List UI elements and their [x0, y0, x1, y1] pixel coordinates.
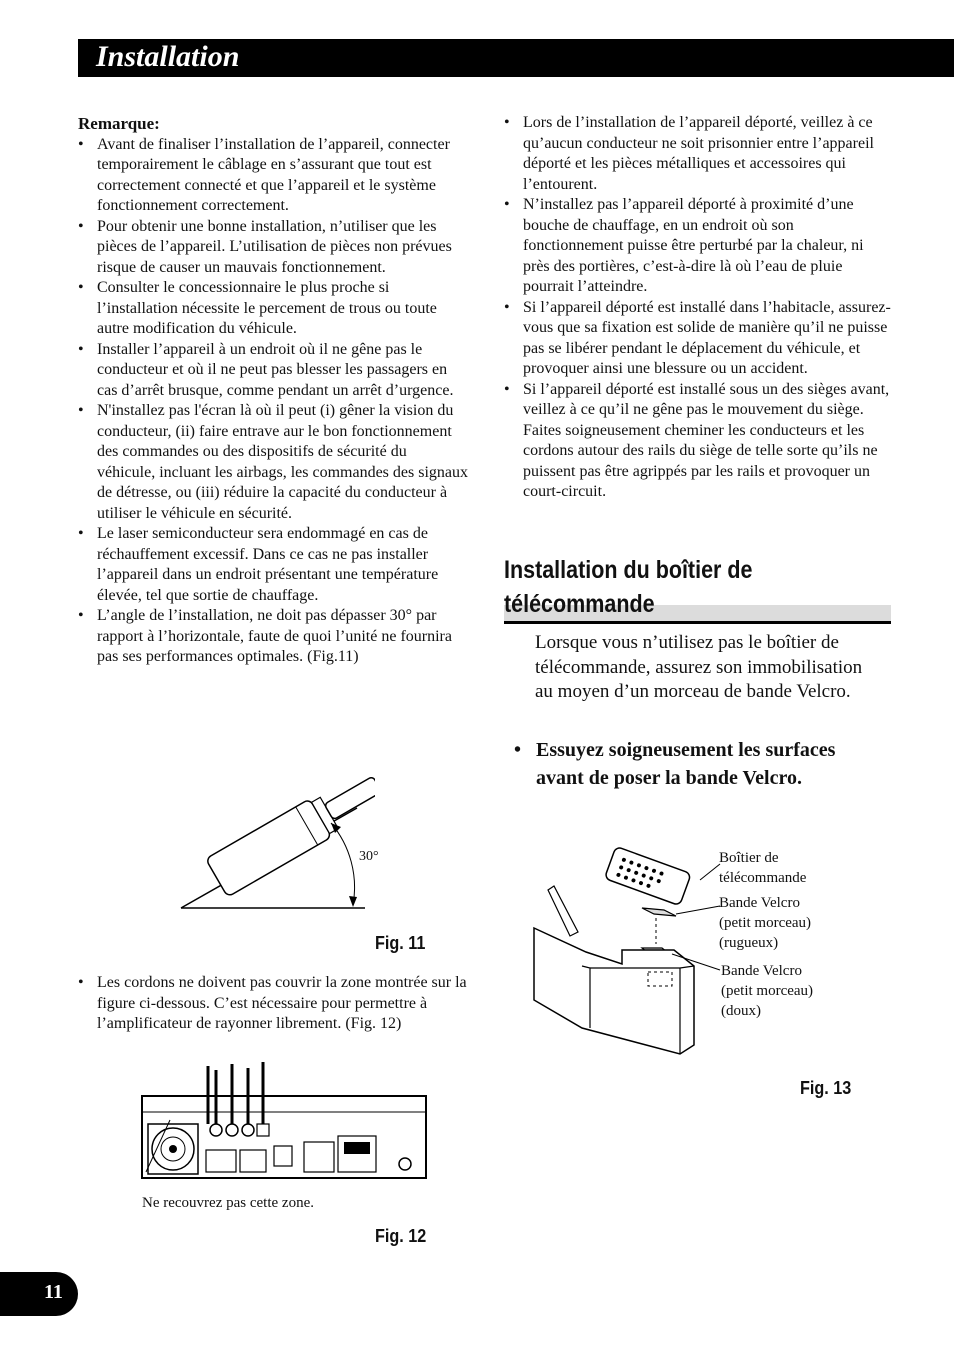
- fig12-rear-panel-illustration: [140, 1060, 430, 1180]
- fig13-velcro-soft-line-1: Bande Velcro: [721, 963, 802, 979]
- header-bar: [78, 39, 954, 77]
- list-item: • L’angle de l’installation, ne doit pas dépasser 30° par rapport à l’horizontale, faute de quoi l’unité ne fournira pas ses performances optimales. (Fig.11): [78, 606, 468, 668]
- section-heading: [504, 553, 891, 624]
- fig11-caption: Fig. 11: [375, 933, 426, 953]
- page-number-tab: [0, 1272, 78, 1316]
- list-item: • Les cordons ne doivent pas couvrir la zone montrée sur la figure ci-dessous. C’est nécessaire pour permettre à l’amplificateur de rayonner librement. (Fig. 12): [78, 973, 468, 1035]
- fig13-velcro-rough-label: [719, 893, 811, 953]
- fig13-velcro-rough-line-2: (petit morceau): [719, 915, 812, 931]
- fig13-caption: Fig. 13: [800, 1078, 852, 1098]
- list-item: • N'installez pas l'écran là où il peut (i) gêner la vision du conducteur, (ii) faire entrave aur le bon fonctionnement des commandes ou des dispositifs de sécurité du véhicule, incluant les airbags, les commandes des signaux de détresse, ou (iii) réduire la capacité du conducteur à utiliser le véhicule en sécurité.: [78, 401, 468, 524]
- list-item: • N’installez pas l’appareil déporté à proximité d’une bouche de chauffage, en un endroit où son fonctionnement puisse être perturbé par la chaleur, ni près des portières, c’est-à-dire là où l’eau de pluie pourrait l’atteindre.: [504, 195, 892, 298]
- fig13-remote-label: [719, 848, 806, 888]
- fig13-remote-label-line-1: Boîtier de: [719, 850, 779, 866]
- instruction-text: Essuyez soigneusement les surfaces avant de poser la bande Velcro.: [536, 739, 836, 789]
- fig13-velcro-rough-line-1: Bande Velcro: [719, 895, 800, 911]
- fig12-note: Ne recouvrez pas cette zone.: [142, 1195, 314, 1211]
- list-item: • Le laser semiconducteur sera endommagé en cas de réchauffement excessif. Dans ce cas ne pas installer l’appareil dans un endroit présentant une température élevée, tel que sortie de chauffage.: [78, 524, 468, 606]
- list-item: • Si l’appareil déporté est installé dans l’habitacle, assurez-vous que sa fixation est solide de manière qu’il ne puisse pas se libérer pendant le déplacement du véhicule, et provoquer ainsi une blessure ou un accident.: [504, 298, 892, 380]
- remark-list: [78, 135, 468, 668]
- list-item: • Installer l’appareil à un endroit où il ne gêne pas le conducteur et où il ne peut pas blesser les passagers en cas d’arrêt brusque, comme pendant un arrêt d’urgence.: [78, 340, 468, 402]
- fig11-tilt-illustration: [175, 735, 375, 915]
- list-item: • Consulter le concessionnaire le plus proche si l’installation nécessite le percement de trous ou toute autre modification du véhicule.: [78, 278, 468, 340]
- bullet-dot: •: [514, 739, 522, 761]
- cord-note: [78, 973, 468, 1035]
- instruction-bullet: [514, 737, 859, 792]
- page-title: Installation: [96, 40, 240, 73]
- fig13-velcro-soft-line-3: (doux): [721, 1003, 761, 1019]
- fig11-angle-label: 30°: [359, 849, 379, 864]
- section-body: Lorsque vous n’utilisez pas le boîtier de télécommande, assurez son immobilisation au moyen d’un morceau de bande Velcro.: [535, 632, 863, 702]
- page-number: 11: [44, 1281, 63, 1303]
- list-item: • Avant de finaliser l’installation de l’appareil, connecter temporairement le câblage en s’assurant que tout est correctement connecté et que l’appareil et le système fonctionnement correctement.: [78, 135, 468, 217]
- remark-title: Remarque:: [78, 114, 160, 133]
- fig12-caption: Fig. 12: [375, 1226, 427, 1246]
- fig13-remote-velcro-illustration: [530, 840, 730, 1060]
- list-item: • Si l’appareil déporté est installé sous un des sièges avant, veillez à ce qu’il ne gêne pas le mouvement du siège. Faites soigneusement cheminer les conducteurs et les cordons autour des rails du siège de telle sorte qu’ils ne puissent pas être agrippés par les rails et provoquer un court-circuit.: [504, 380, 892, 503]
- fig13-remote-label-line-2: télécommande: [719, 870, 807, 886]
- fig13-velcro-rough-line-3: (rugueux): [719, 935, 779, 951]
- fig13-velcro-soft-line-2: (petit morceau): [721, 983, 814, 999]
- section-heading-line-1: Installation du boîtier de: [504, 556, 753, 584]
- left-column: [78, 114, 468, 668]
- section-heading-line-2: télécommande: [504, 590, 655, 618]
- list-item: • Pour obtenir une bonne installation, n’utiliser que les pièces de l’appareil. L’utilisation de pièces non prévues risque de causer un mauvais fonctionnement.: [78, 217, 468, 279]
- list-item: • Lors de l’installation de l’appareil déporté, veillez à ce qu’aucun conducteur ne soit prisonnier entre l’appareil déporté et les pièces métalliques et accessoires qui l’entourent.: [504, 113, 892, 195]
- fig13-velcro-soft-label: [721, 961, 813, 1021]
- right-column: [504, 113, 892, 503]
- section-heading-text: [504, 553, 891, 621]
